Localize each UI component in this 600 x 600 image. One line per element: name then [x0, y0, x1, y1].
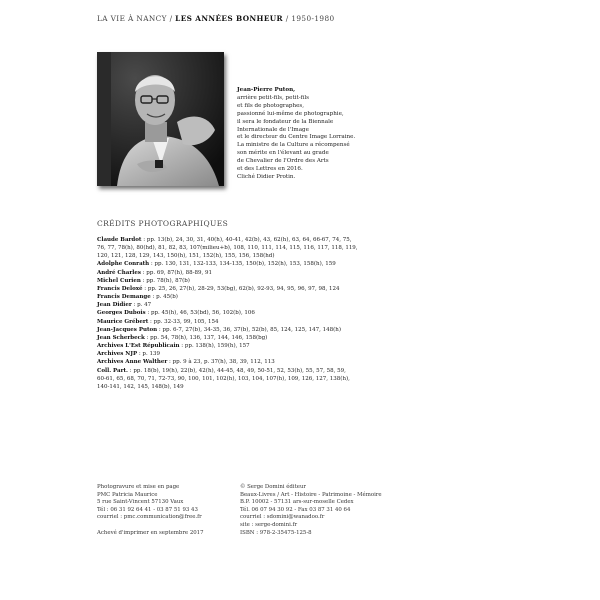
- credit-name: Archives NJP: [97, 351, 138, 358]
- credit-line: [97, 309, 397, 317]
- credit-pages: : p. 139: [137, 351, 160, 358]
- colophon-line: site : serge-domini.fr: [240, 521, 298, 528]
- credit-line: [97, 269, 397, 277]
- credit-name: Jean Didier: [97, 302, 132, 309]
- credit-pages: : pp. 130, 131, 132-133, 134-135, 150(b), 152(h), 153, 158(h), 159: [149, 261, 336, 268]
- credit-line: [97, 301, 397, 309]
- credit-name: Archives Anne Walther: [97, 359, 168, 366]
- credit-pages: : pp. 78(h), 87(b): [140, 277, 190, 284]
- bio-line: de Chevalier de l'Ordre des Arts: [237, 158, 329, 165]
- colophon-printer: [97, 484, 237, 537]
- credit-pages: : pp. 54, 78(h), 136, 137, 144, 146, 158(bg): [144, 334, 268, 341]
- credit-line: [97, 375, 397, 383]
- credit-name: Archives L'Est Républicain: [97, 343, 180, 350]
- bio-line: son mérite en l'élevant au grade: [237, 150, 329, 157]
- colophon-line: Tél : 06 31 92 64 41 - 03 87 51 93 43: [97, 506, 198, 513]
- credit-pages: : pp. 6-7, 27(b), 34-35, 36, 37(b), 52(b), 85, 124, 125, 147, 148(h): [157, 326, 341, 333]
- credit-name: Claude Bardot: [97, 237, 142, 243]
- credit-name: Maurice Grébert: [97, 318, 149, 325]
- credit-pages: 76, 77, 78(h), 80(hd), 81, 82, 83, 107(milieu+b), 108, 110, 111, 114, 115, 116, 117, 118, 119,: [97, 245, 358, 252]
- credit-name: Adolphe Conrath: [97, 261, 150, 268]
- colophon-line: Photogravure et mise en page: [97, 484, 180, 490]
- credit-pages: : pp. 138(h), 159(h), 157: [179, 343, 250, 350]
- colophon-line: PMC Patricia Maurice: [97, 491, 158, 498]
- credit-name: Coll. Part.: [97, 367, 128, 374]
- colophon-line: B.P. 10002 - 57131 ars-sur-moselle Cedex: [240, 499, 354, 506]
- credit-name: Michel Curien: [97, 277, 141, 284]
- running-head-suffix: / 1950-1980: [283, 14, 335, 23]
- credit-name: Jean Scherbeck: [97, 334, 145, 341]
- credit-line: [97, 358, 397, 366]
- credit-line: [97, 285, 397, 293]
- credit-pages: : pp. 13(b), 24, 30, 31, 40(h), 40-41, 42(b), 43, 62(h), 63, 64, 66-67, 74, 75,: [141, 237, 352, 243]
- bio-line: il sera le fondateur de la Biennale: [237, 118, 334, 125]
- credit-pages: : pp. 69, 87(h), 88-89, 91: [140, 269, 213, 276]
- colophon-publisher: [240, 484, 400, 537]
- colophon-line: © Serge Domini éditeur: [240, 484, 307, 490]
- credit-line: [97, 334, 397, 342]
- credit-pages: 60-61, 65, 68, 70, 71, 72-73, 90, 100, 101, 102(h), 103, 104, 107(h), 109, 126, 127, 138(h),: [97, 375, 350, 382]
- credit-pages: : p. 47: [131, 302, 152, 309]
- credits-list: [97, 236, 397, 391]
- bio-line: passionné lui-même de photographie,: [237, 110, 344, 117]
- credit-pages: : pp. 45(h), 46, 53(bd), 56, 102(b), 106: [145, 310, 255, 317]
- colophon-spacer: [97, 522, 237, 530]
- bio-line: et le directeur du Centre Image Lorraine.: [237, 134, 356, 141]
- credit-line: [97, 342, 397, 350]
- credit-pages: : p. 45(b): [150, 294, 178, 301]
- bio-line: et des Lettres en 2016.: [237, 166, 303, 173]
- credit-name: Georges Dubois: [97, 310, 146, 317]
- credit-line: [97, 350, 397, 358]
- running-head-title: LES ANNÉES BONHEUR: [175, 14, 284, 23]
- author-bio: [237, 87, 387, 182]
- credit-pages: : pp. 25, 26, 27(h), 28-29, 53(bg), 62(b), 92-93, 94, 95, 96, 97, 98, 124: [142, 285, 340, 292]
- credit-name: André Charles: [97, 269, 141, 276]
- colophon-line: Achevé d'imprimer en septembre 2017: [97, 529, 204, 536]
- portrait-photo: [97, 52, 224, 186]
- bio-line: La ministre de la Culture a récompensé: [237, 142, 350, 149]
- credit-line: [97, 252, 397, 260]
- bio-line: et fils de photographes,: [237, 102, 305, 109]
- credit-line: [97, 277, 397, 285]
- credit-name: Jean-Jacques Puton: [97, 326, 158, 333]
- colophon-line: courriel : pmc.communication@free.fr: [97, 514, 202, 521]
- bio-name: Jean-Pierre Puton,: [237, 87, 296, 93]
- colophon-line: courriel : sdomini@wanadoo.fr: [240, 514, 325, 521]
- credit-pages: 140-141, 142, 145, 148(b), 149: [97, 383, 184, 390]
- colophon-line: Beaux-Livres / Art - Histoire - Patrimoine - Mémoire: [240, 491, 382, 498]
- credit-pages: : pp. 32-33, 99, 105, 154: [148, 318, 219, 325]
- credit-pages: 120, 121, 128, 129, 143, 150(h), 151, 152(h), 155, 156, 158(hd): [97, 253, 275, 260]
- credit-line: [97, 293, 397, 301]
- credits-heading: CRÉDITS PHOTOGRAPHIQUES: [97, 219, 229, 228]
- bio-line: Cliché Didier Protin.: [237, 173, 296, 180]
- credit-line: [97, 383, 397, 391]
- credit-line: [97, 244, 397, 252]
- colophon-line: 5 rue Saint-Vincent 57130 Vaux: [97, 499, 184, 506]
- credit-line: [97, 260, 397, 268]
- credit-line: [97, 318, 397, 326]
- colophon-line: ISBN : 978-2-35475-125-8: [240, 529, 312, 536]
- credit-name: Francis Deloxé: [97, 285, 143, 292]
- credit-pages: : pp. 9 à 23, p. 37(h), 38, 39, 112, 113: [167, 359, 275, 366]
- credit-line: [97, 326, 397, 334]
- credit-name: Francis Demange: [97, 294, 151, 301]
- credit-line: [97, 367, 397, 375]
- colophon-line: Tél. 06 07 94 30 92 - Fax 03 87 31 40 64: [240, 506, 351, 513]
- credit-pages: : pp. 18(b), 19(h), 22(b), 42(h), 44-45, 48, 49, 50-51, 52, 53(h), 55, 57, 58, 59,: [127, 367, 346, 374]
- bio-line: arrière petit-fils, petit-fils: [237, 94, 310, 101]
- running-head: [97, 14, 335, 23]
- credit-line: [97, 236, 397, 244]
- bio-line: Internationale de l'Image: [237, 126, 309, 133]
- running-head-prefix: LA VIE À NANCY /: [97, 14, 176, 23]
